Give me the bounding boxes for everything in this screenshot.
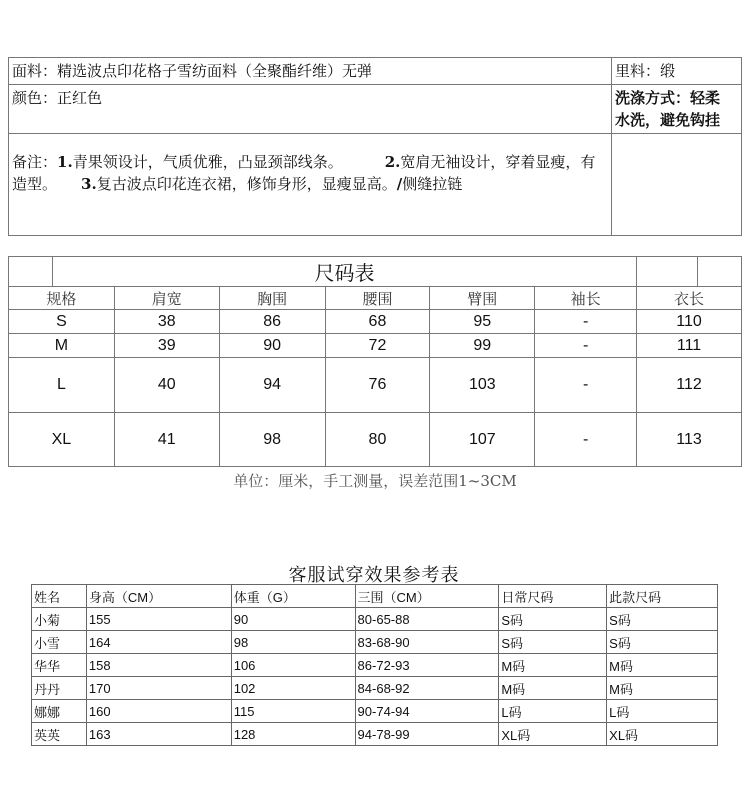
fabric-text: 面料：精选波点印花格子雪纺面料（全聚酯纤维）无弹 xyxy=(12,62,373,80)
trial-cell: S码 xyxy=(499,631,607,654)
title-left-cell xyxy=(9,257,53,287)
size-cell: 90 xyxy=(219,334,325,358)
size-cell: 80 xyxy=(325,413,430,467)
note-2-number: 2. xyxy=(384,153,401,171)
size-cell: 76 xyxy=(325,358,430,413)
size-cell: 110 xyxy=(637,310,742,334)
trial-header-name: 姓名 xyxy=(32,585,87,608)
size-cell: - xyxy=(535,310,637,334)
trial-header-row xyxy=(32,585,718,608)
note-4: 侧缝拉链 xyxy=(402,175,463,193)
trial-cell: 164 xyxy=(86,631,231,654)
wash-cell xyxy=(612,85,742,134)
trial-row xyxy=(32,677,718,700)
trial-cell: 90 xyxy=(231,608,355,631)
trial-cell: 94-78-99 xyxy=(355,723,499,746)
trial-cell: 英英 xyxy=(32,723,87,746)
trial-header-measurements: 三围（CM） xyxy=(355,585,499,608)
note-2: 宽肩无袖设计，穿着显瘦，有造型。 xyxy=(12,153,596,193)
notes-text xyxy=(12,151,608,195)
trial-cell: 83-68-90 xyxy=(355,631,499,654)
size-cell: 41 xyxy=(114,413,219,467)
size-cell: L xyxy=(9,358,115,413)
size-cell: 72 xyxy=(325,334,430,358)
size-row xyxy=(9,310,742,334)
note-1-number: 1. xyxy=(57,153,73,171)
color-cell xyxy=(9,85,612,134)
note-3: 复古波点印花连衣裙，修饰身形，显瘦显高。 xyxy=(96,175,397,193)
size-header-spec: 规格 xyxy=(9,287,115,310)
size-cell: 112 xyxy=(637,358,742,413)
trial-header-height: 身高（CM） xyxy=(86,585,231,608)
wash-text-2: 水洗，避免钩挂 xyxy=(615,111,721,129)
size-header-shoulder: 肩宽 xyxy=(114,287,219,310)
size-header-length: 衣长 xyxy=(637,287,742,310)
size-cell: 113 xyxy=(637,413,742,467)
trial-cell: 小菊 xyxy=(32,608,87,631)
trial-cell: 小雪 xyxy=(32,631,87,654)
size-cell: 103 xyxy=(430,358,535,413)
trial-cell: 170 xyxy=(86,677,231,700)
trial-header-usual-size: 日常尺码 xyxy=(499,585,607,608)
trial-cell: XL码 xyxy=(607,723,718,746)
trial-cell: 163 xyxy=(86,723,231,746)
trial-row xyxy=(32,654,718,677)
size-cell: - xyxy=(535,413,637,467)
size-row xyxy=(9,413,742,467)
trial-row xyxy=(32,723,718,746)
trial-header-this-size: 此款尺码 xyxy=(607,585,718,608)
size-cell: S xyxy=(9,310,115,334)
trial-cell: 115 xyxy=(231,700,355,723)
size-cell: 38 xyxy=(114,310,219,334)
size-cell: - xyxy=(535,334,637,358)
trial-cell: 155 xyxy=(86,608,231,631)
size-row xyxy=(9,358,742,413)
trial-cell: 98 xyxy=(231,631,355,654)
size-cell: - xyxy=(535,358,637,413)
trial-cell: 128 xyxy=(231,723,355,746)
color-text: 颜色：正红色 xyxy=(12,89,103,107)
notes-prefix: 备注： xyxy=(12,153,58,171)
trial-cell: M码 xyxy=(607,677,718,700)
trial-row xyxy=(32,631,718,654)
wash-text-1: 洗涤方式：轻柔 xyxy=(615,89,721,107)
trial-cell: S码 xyxy=(499,608,607,631)
trial-cell: M码 xyxy=(499,654,607,677)
notes-cell xyxy=(9,134,612,236)
size-row xyxy=(9,334,742,358)
size-chart-title: 尺码表 xyxy=(52,257,636,287)
trial-cell: L码 xyxy=(499,700,607,723)
notes-side-cell xyxy=(612,134,742,236)
trial-cell: 娜娜 xyxy=(32,700,87,723)
title-right-end-cell xyxy=(698,257,742,287)
size-header-arm: 臂围 xyxy=(430,287,535,310)
trial-cell: 丹丹 xyxy=(32,677,87,700)
note-4-number: / xyxy=(396,175,403,193)
note-1: 青果领设计，气质优雅，凸显颈部线条。 xyxy=(72,153,343,171)
trial-cell: S码 xyxy=(607,608,718,631)
size-cell: 98 xyxy=(219,413,325,467)
trial-row xyxy=(32,608,718,631)
trial-cell: 80-65-88 xyxy=(355,608,499,631)
size-cell: 111 xyxy=(637,334,742,358)
size-cell: XL xyxy=(9,413,115,467)
trial-cell: M码 xyxy=(499,677,607,700)
trial-row xyxy=(32,700,718,723)
trial-cell: 106 xyxy=(231,654,355,677)
trial-cell: 158 xyxy=(86,654,231,677)
size-cell: 86 xyxy=(219,310,325,334)
trial-cell: 160 xyxy=(86,700,231,723)
trial-cell: 86-72-93 xyxy=(355,654,499,677)
trial-cell: S码 xyxy=(607,631,718,654)
lining-cell xyxy=(612,58,742,85)
fabric-cell xyxy=(9,58,612,85)
size-cell: 95 xyxy=(430,310,535,334)
trial-header-weight: 体重（G） xyxy=(231,585,355,608)
trial-cell: M码 xyxy=(607,654,718,677)
size-cell: 94 xyxy=(219,358,325,413)
trial-cell: 84-68-92 xyxy=(355,677,499,700)
size-cell: 68 xyxy=(325,310,430,334)
size-header-waist: 腰围 xyxy=(325,287,430,310)
size-cell: 40 xyxy=(114,358,219,413)
size-header-chest: 胸围 xyxy=(219,287,325,310)
trial-table-title: 客服试穿效果参考表 xyxy=(288,565,460,586)
trial-cell: XL码 xyxy=(499,723,607,746)
trial-cell: L码 xyxy=(607,700,718,723)
trial-cell: 90-74-94 xyxy=(355,700,499,723)
trial-fit-table xyxy=(31,584,718,746)
product-info-table xyxy=(8,57,742,236)
size-cell: M xyxy=(9,334,115,358)
lining-text: 里料：缎 xyxy=(615,62,676,80)
size-chart-table xyxy=(8,256,742,467)
unit-note: 单位：厘米，手工测量，误差范围1~3CM xyxy=(233,472,517,490)
size-cell: 107 xyxy=(430,413,535,467)
size-cell: 99 xyxy=(430,334,535,358)
size-header-sleeve: 袖长 xyxy=(535,287,637,310)
title-right-cell xyxy=(637,257,698,287)
trial-cell: 华华 xyxy=(32,654,87,677)
size-cell: 39 xyxy=(114,334,219,358)
trial-cell: 102 xyxy=(231,677,355,700)
note-3-number: 3. xyxy=(81,175,97,193)
